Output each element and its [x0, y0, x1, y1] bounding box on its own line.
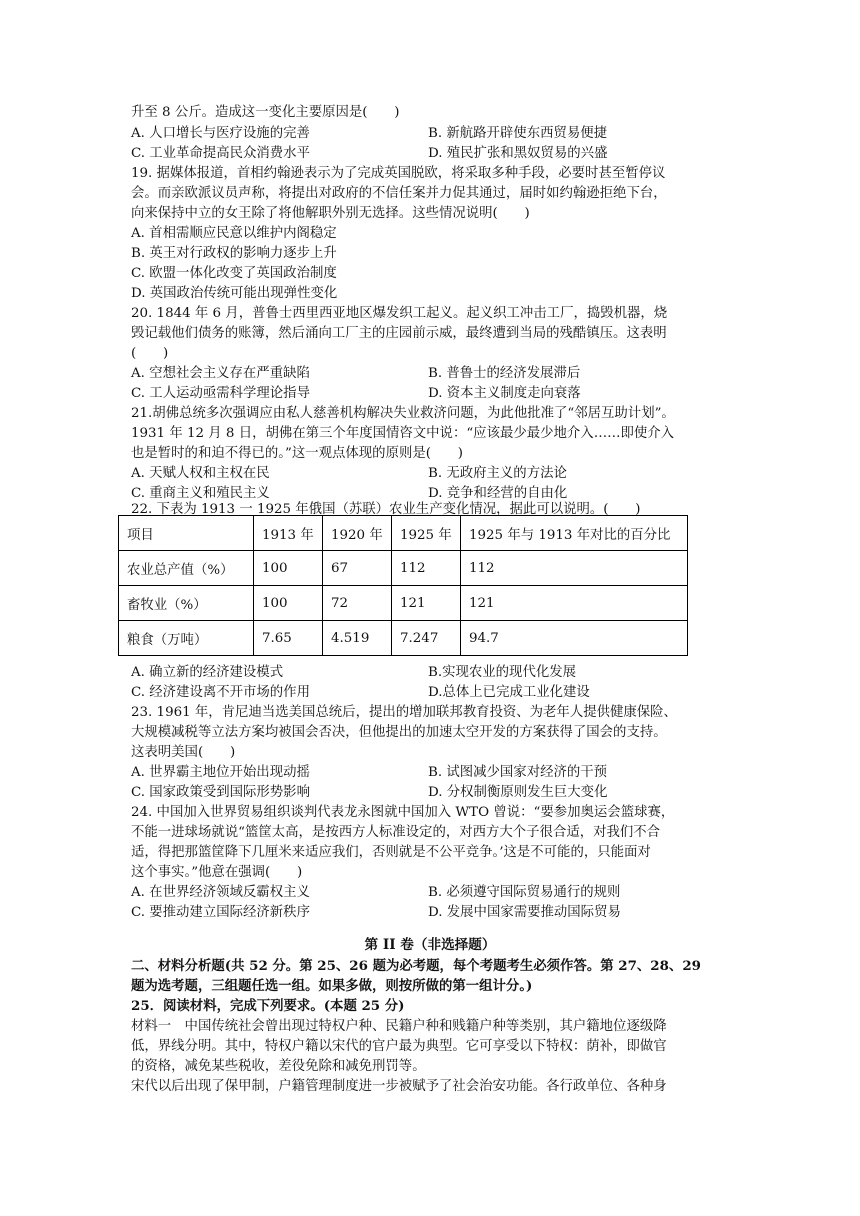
- q20-option-b: B. 普鲁士的经济发展滞后: [428, 366, 581, 381]
- section-two-instructions-1: 二、材料分析题(共 52 分。第 25、26 题为必考题，每个考题考生必须作答。第 27、28、29: [131, 958, 701, 974]
- q24-option-c: C. 要推动建立国际经济新秩序: [131, 905, 310, 920]
- section-two-instructions-2: 题为选考题，三组题任选一组。如果多做，则按所做的第一组计分。): [131, 978, 533, 994]
- q20-option-d: D. 资本主义制度走向衰落: [428, 386, 581, 401]
- table-row: [119, 551, 688, 586]
- q18-option-d: D. 殖民扩张和黑奴贸易的兴盛: [428, 146, 608, 161]
- q18-option-b: B. 新航路开辟使东西贸易便捷: [428, 126, 608, 141]
- q23-option-c: C. 国家政策受到国际形势影响: [131, 785, 310, 800]
- q19-option-a: A. 首相需顺应民意以维护内阁稳定: [131, 226, 337, 241]
- q21-option-d: D. 竞争和经营的自由化: [428, 486, 568, 501]
- table-cell: 7.65: [254, 621, 323, 656]
- material-one-line-1: 材料一 中国传统社会曾出现过特权户种、民籍户种和贱籍户种等类别，其户籍地位逐级降: [131, 1019, 667, 1034]
- table-header-cell: 1925 年与 1913 年对比的百分比: [461, 516, 688, 551]
- q21-stem-2: 1931 年 12 月 8 日，胡佛在第三个年度国情咨文中说：“应该最少最少地介入……即使介入: [131, 426, 675, 441]
- q21-stem-3: 也是暂时的和迫不得已的。”这一观点体现的原则是( ): [131, 446, 463, 461]
- q19-stem-3: 向来保持中立的女王除了将他解职外别无选择。这些情况说明( ): [131, 206, 530, 221]
- q23-option-a: A. 世界霸主地位开始出现动摇: [131, 765, 310, 780]
- q19-stem-1: 19. 据媒体报道，首相约翰逊表示为了完成英国脱欧，将采取多种手段，必要时甚至暂停议: [131, 166, 666, 181]
- q24-stem-3: 适，得把那篮筐降下几厘米来适应我们，否则就是不公平竞争。’这是不可能的，只能面对: [131, 845, 651, 860]
- q19-option-c: C. 欧盟一体化改变了英国政治制度: [131, 266, 337, 281]
- q20-stem-3: ( ): [131, 346, 169, 361]
- q21-stem-1: 21.胡佛总统多次强调应由私人慈善机构解决失业救济问题，为此他批准了“邻居互助计划”。: [131, 406, 675, 421]
- material-one-line-4: 宋代以后出现了保甲制，户籍管理制度进一步被赋予了社会治安功能。各行政单位、各种身: [131, 1079, 667, 1094]
- q18-option-c: C. 工业革命提高民众消费水平: [131, 146, 310, 161]
- table-cell: 112: [461, 551, 688, 586]
- part-two-heading: 第 II 卷（非选择题）: [364, 937, 496, 953]
- q20-stem-1: 20. 1844 年 6 月，普鲁士西里西亚地区爆发织工起义。起义织工冲击工厂，捣毁机器，烧: [131, 306, 668, 321]
- q23-stem-3: 这表明美国( ): [131, 745, 236, 760]
- q20-option-c: C. 工人运动亟需科学理论指导: [131, 386, 310, 401]
- table-cell: 67: [323, 551, 392, 586]
- q19-option-b: B. 英王对行政权的影响力逐步上升: [131, 246, 337, 261]
- q24-stem-4: 这个事实。”他意在强调( ): [131, 865, 303, 880]
- q22-option-b: B.实现农业的现代化发展: [428, 665, 577, 680]
- table-cell: 121: [392, 586, 461, 621]
- q22-option-d: D.总体上已完成工业化建设: [428, 685, 590, 700]
- q24-stem-1: 24. 中国加入世界贸易组织谈判代表龙永图就中国加入 WTO 曾说：“要参加奥运会篮球赛，: [131, 805, 675, 820]
- table-cell: 100: [254, 586, 323, 621]
- table-cell: 72: [323, 586, 392, 621]
- q24-option-d: D. 发展中国家需要推动国际贸易: [428, 905, 621, 920]
- q24-stem-2: 不能一进球场就说“篮筐太高，是按西方人标准设定的，对西方大个子很合适，对我们不合: [131, 825, 661, 840]
- material-one-line-2: 低，界线分明。其中，特权户籍以宋代的官户最为典型。它可享受以下特权：荫补，即做官: [131, 1039, 667, 1054]
- q23-option-b: B. 试图减少国家对经济的干预: [428, 765, 608, 780]
- table-header-row: [119, 516, 688, 551]
- table-cell: 94.7: [461, 621, 688, 656]
- production-table: [118, 515, 688, 656]
- q20-stem-2: 毁记载他们债务的账簿，然后涌向工厂主的庄园前示威，最终遭到当局的残酷镇压。这表明: [131, 326, 667, 341]
- q18-stem-end: 升至 8 公斤。造成这一变化主要原因是( ): [131, 105, 400, 120]
- table-cell: 112: [392, 551, 461, 586]
- table-cell: 4.519: [323, 621, 392, 656]
- table-cell: 100: [254, 551, 323, 586]
- q21-option-a: A. 天赋人权和主权在民: [131, 466, 270, 481]
- material-one-line-3: 的资格，减免某些税收，差役免除和减免刑罚等。: [131, 1059, 426, 1074]
- table-header-cell: 项目: [119, 516, 254, 551]
- table-cell: 农业总产值（%）: [119, 551, 254, 586]
- table-header-cell: 1925 年: [392, 516, 461, 551]
- table-row: [119, 586, 688, 621]
- table-header-cell: 1913 年: [254, 516, 323, 551]
- q23-option-d: D. 分权制衡原则发生巨大变化: [428, 785, 608, 800]
- q25-heading: 25．阅读材料，完成下列要求。(本题 25 分): [131, 998, 405, 1014]
- table-cell: 7.247: [392, 621, 461, 656]
- q22-stem: 22. 下表为 1913 一 1925 年俄国（苏联）农业生产变化情况，据此可以说明。( ): [131, 502, 641, 517]
- table-cell: 畜牧业（%）: [119, 586, 254, 621]
- q22-option-c: C. 经济建设离不开市场的作用: [131, 685, 310, 700]
- q21-option-b: B. 无政府主义的方法论: [428, 466, 567, 481]
- q20-option-a: A. 空想社会主义存在严重缺陷: [131, 366, 310, 381]
- q21-option-c: C. 重商主义和殖民主义: [131, 486, 270, 501]
- table-row: [119, 621, 688, 656]
- table-cell: 粮食（万吨）: [119, 621, 254, 656]
- q24-option-b: B. 必须遵守国际贸易通行的规则: [428, 885, 621, 900]
- q22-option-a: A. 确立新的经济建设模式: [131, 665, 284, 680]
- q24-option-a: A. 在世界经济领域反霸权主义: [131, 885, 310, 900]
- q19-stem-2: 会。而亲欧派议员声称，将提出对政府的不信任案并力促其通过，届时如约翰逊拒绝下台，: [131, 186, 667, 201]
- q18-option-a: A. 人口增长与医疗设施的完善: [131, 126, 310, 141]
- q23-stem-1: 23. 1961 年，肯尼迪当选美国总统后，提出的增加联邦教育投资、为老年人提供健康保险、: [131, 705, 677, 720]
- table-cell: 121: [461, 586, 688, 621]
- q23-stem-2: 大规模减税等立法方案均被国会否决，但他提出的加速太空开发的方案获得了国会的支持。: [131, 725, 667, 740]
- q19-option-d: D. 英国政治传统可能出现弹性变化: [131, 286, 338, 301]
- table-header-cell: 1920 年: [323, 516, 392, 551]
